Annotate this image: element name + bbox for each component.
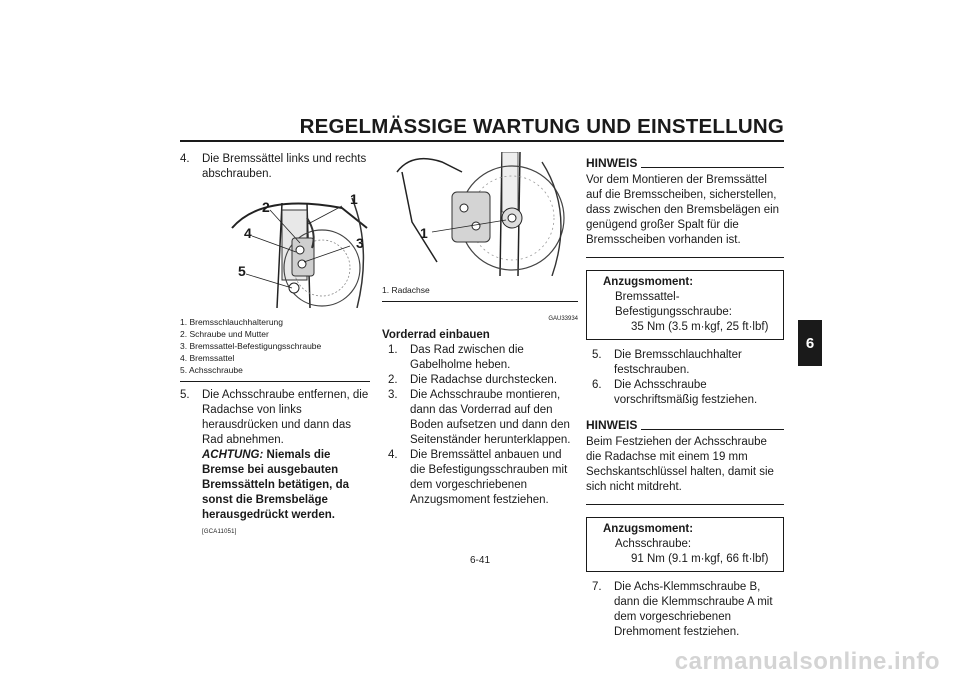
step-5: 5. Die Achsschraube entfernen, die Radachse von links herausdrücken und dann das Rad abnehmen. ACHTUNG: Niemals die Bremse bei ausgebauten Bremssätteln betätigen, da sonst die Bremsbeläge herausgedrückt werden. [GCA11051] xyxy=(180,389,369,535)
figure-callout-4: 4 xyxy=(244,225,252,241)
column-middle xyxy=(382,152,578,508)
caption-item: 4. Bremssattel xyxy=(180,353,235,363)
caution-text: Niemals die Bremse bei ausgebauten Bremssätteln betätigen, da sonst die Bremsbeläge herausgedrückt werden. xyxy=(202,449,349,521)
note-2-text: Beim Festziehen der Achsschraube die Radachse mit einem 19 mm Sechskantschlüssel halten, damit sie sich nicht mitdreht. xyxy=(586,436,774,493)
figure-callout-1: 1 xyxy=(420,225,428,241)
caption-rule xyxy=(382,301,578,302)
install-step-4: 4. Die Bremssättel anbauen und die Befestigungsschrauben mit dem vorgeschriebenen Anzugsmoment festziehen. xyxy=(388,449,568,506)
caption-rule xyxy=(180,381,370,382)
install-step-6: 6. Die Achsschraube vorschriftsmäßig festziehen. xyxy=(592,379,758,406)
install-step-5: 5. Die Bremsschlauchhalter festschrauben. xyxy=(592,349,742,376)
torque-value: 35 Nm (3.5 m·kgf, 25 ft·lbf) xyxy=(631,321,769,333)
torque-box-axle xyxy=(586,517,784,572)
brake-caliper-figure xyxy=(222,188,372,308)
section-title: Vorderrad einbauen xyxy=(382,329,490,341)
figure-callout-5: 5 xyxy=(238,263,246,279)
caution-code: [GCA11051] xyxy=(202,529,237,535)
column-left xyxy=(180,152,370,540)
note-1-header xyxy=(586,156,784,171)
figure-caption-list xyxy=(180,316,370,376)
caption-item: 3. Bremssattel-Befestigungsschraube xyxy=(180,341,322,351)
figure-callout-1: 1 xyxy=(350,191,358,207)
page-number: 6-41 xyxy=(469,555,490,566)
page-title: REGELMÄSSIGE WARTUNG UND EINSTELLUNG xyxy=(299,115,784,138)
torque-part: Achsschraube: xyxy=(615,538,692,550)
figure-callout-2: 2 xyxy=(262,199,270,215)
caption-item: 2. Schraube und Mutter xyxy=(180,329,269,339)
torque-box-caliper xyxy=(586,270,784,340)
note-label: HINWEIS xyxy=(586,418,638,432)
torque-value: 91 Nm (9.1 m·kgf, 66 ft·lbf) xyxy=(631,553,769,565)
install-step-2: 2. Die Radachse durchstecken. xyxy=(388,374,558,386)
install-step-3: 3. Die Achsschraube montieren, dann das Vorderrad auf den Boden aufsetzen und dann den Seitenständer herunterklappen. xyxy=(388,389,571,446)
torque-heading: Anzugsmoment: xyxy=(603,523,694,535)
note-1-text: Vor dem Montieren der Bremssättel auf die Bremsscheiben, sicherstellen, dass zwischen den Bremsbelägen ein genügend großer Spalt für die Bremsscheiben vorhanden ist. xyxy=(586,174,780,246)
install-step-7: 7. Die Achs-Klemmschraube B, dann die Klemmschraube A mit dem vorgeschriebenen Drehmoment festziehen. xyxy=(592,581,773,638)
note-rule xyxy=(586,257,784,258)
watermark[interactable]: carmanualsonline.info xyxy=(674,648,940,675)
note-2-header xyxy=(586,418,784,433)
step-4: 4. Die Bremssättel links und rechts abschrauben. xyxy=(180,153,367,180)
note-label: HINWEIS xyxy=(586,156,638,170)
caption-item: 1. Bremsschlauchhalterung xyxy=(180,317,284,327)
axle-illustration xyxy=(382,152,578,276)
chapter-tab[interactable]: 6 xyxy=(798,320,822,366)
section-code: GAU33934 xyxy=(548,316,578,322)
axle-figure xyxy=(382,152,578,276)
header-rule xyxy=(180,140,784,142)
torque-heading: Anzugsmoment: xyxy=(603,276,694,288)
caption-item: 1. Radachse xyxy=(382,285,430,295)
torque-part: Bremssattel-Befestigungsschraube: xyxy=(615,291,732,318)
caution-label: ACHTUNG: xyxy=(202,449,264,461)
figure-caption-list xyxy=(382,284,578,296)
column-right xyxy=(586,152,784,640)
figure-callout-3: 3 xyxy=(356,235,364,251)
note-rule xyxy=(586,504,784,505)
caption-item: 5. Achsschraube xyxy=(180,365,243,375)
install-step-1: 1. Das Rad zwischen die Gabelholme heben. xyxy=(388,344,524,371)
step-5-text: Die Achsschraube entfernen, die Radachse von links herausdrücken und dann das Rad abnehmen. xyxy=(202,389,369,446)
